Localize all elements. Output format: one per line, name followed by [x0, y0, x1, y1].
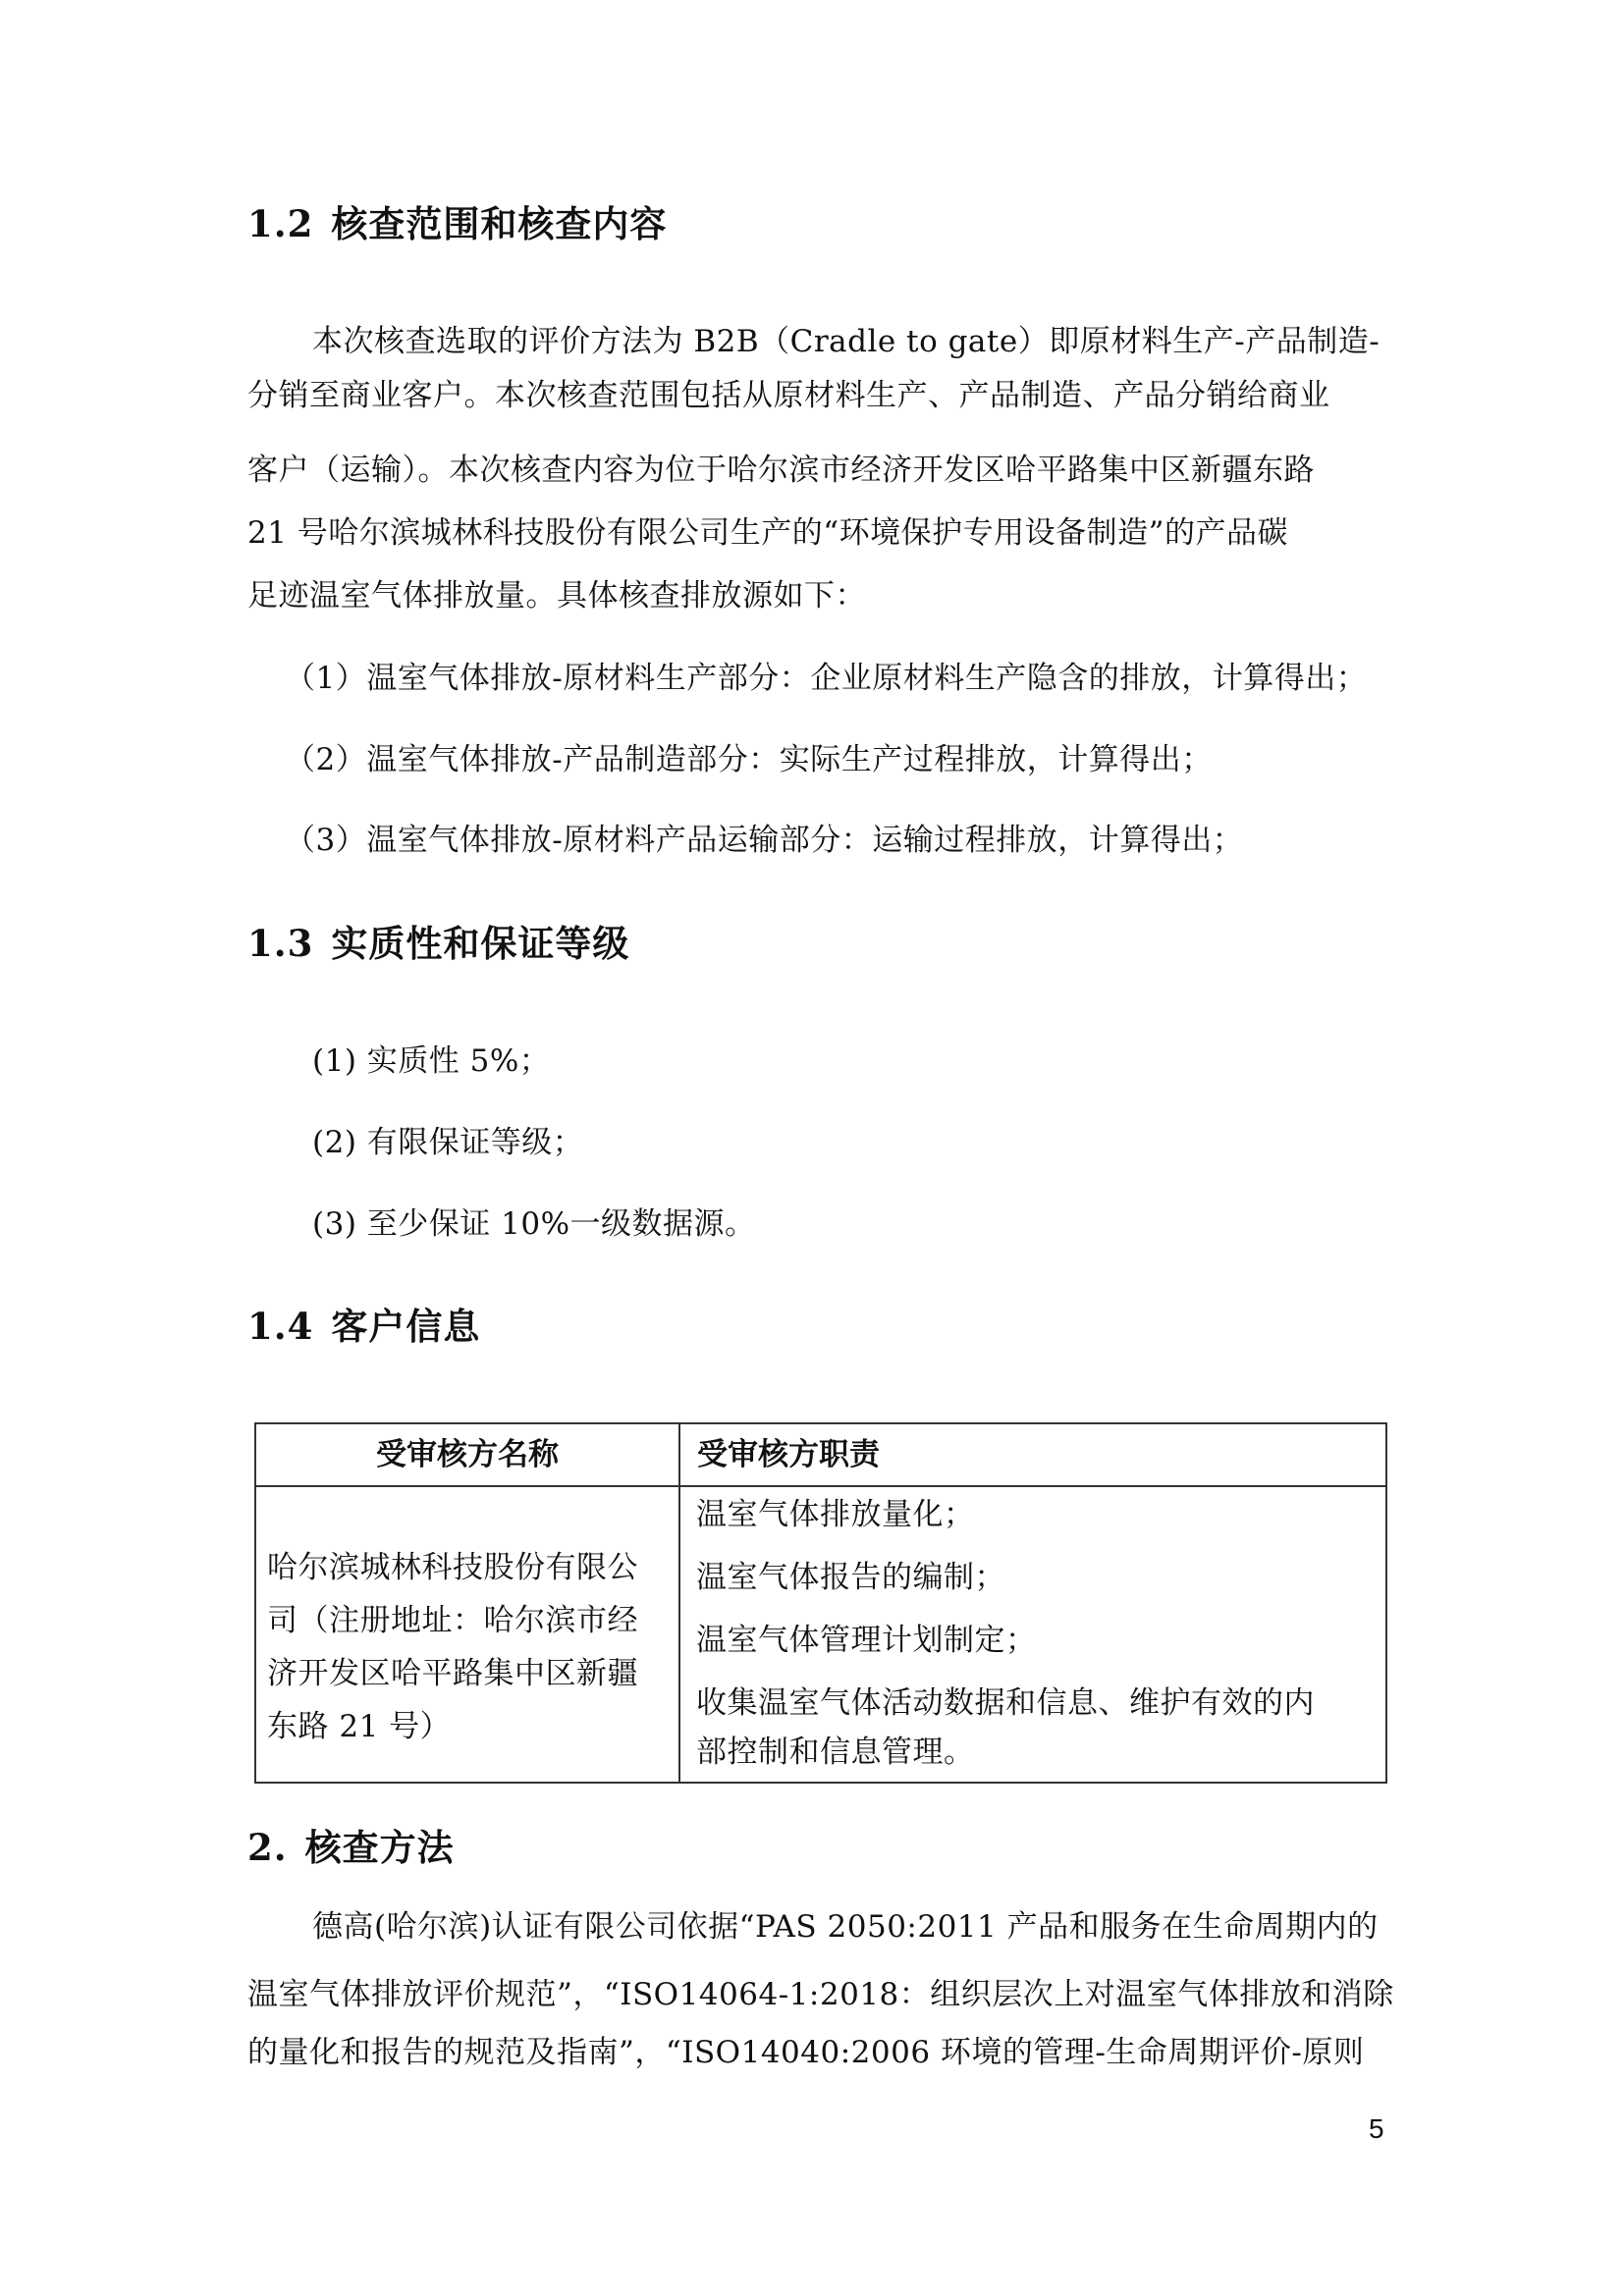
- header-auditee-name: 受审核方名称: [255, 1423, 679, 1486]
- paragraph-line: 足迹温室气体排放量。具体核查排放源如下：: [247, 578, 866, 614]
- cell-line: 部控制和信息管理。: [696, 1735, 975, 1770]
- paragraph-line: 温室气体排放评价规范”，“ISO14064-1:2018：组织层次上对温室气体排放和消除: [247, 1977, 1394, 2012]
- auditee-name-cell: [255, 1486, 679, 1783]
- auditee-duties-cell: [679, 1486, 1386, 1783]
- cell-line: 收集温室气体活动数据和信息、维护有效的内: [696, 1685, 1315, 1721]
- cell-line: 温室气体排放量化；: [696, 1497, 975, 1532]
- cell-line: 温室气体报告的编制；: [696, 1560, 1005, 1595]
- section-number: 1.3: [247, 922, 314, 965]
- cell-line: 哈尔滨城林科技股份有限公: [267, 1550, 638, 1585]
- paragraph-line: 分销至商业客户。本次核查范围包括从原材料生产、产品制造、产品分销给商业: [247, 378, 1330, 413]
- section-heading-2: [247, 1826, 455, 1869]
- cell-line: 济开发区哈平路集中区新疆: [267, 1656, 638, 1691]
- list-item: (3) 至少保证 10%一级数据源。: [312, 1206, 756, 1242]
- cell-line: 东路 21 号）: [267, 1709, 452, 1744]
- section-number: 1.2: [247, 202, 314, 245]
- section-title: 核查方法: [304, 1826, 455, 1869]
- list-item: (1) 实质性 5%；: [312, 1043, 551, 1079]
- client-info-table: [254, 1422, 1387, 1784]
- page-number: 5: [1369, 2113, 1384, 2144]
- cell-line: 司（注册地址：哈尔滨市经: [267, 1603, 638, 1638]
- list-item: （3）温室气体排放-原材料产品运输部分：运输过程排放，计算得出；: [285, 823, 1244, 858]
- table-row: [255, 1486, 1386, 1783]
- list-item: （2）温室气体排放-产品制造部分：实际生产过程排放，计算得出；: [285, 742, 1213, 777]
- section-title: 核查范围和核查内容: [331, 202, 668, 245]
- section-title: 客户信息: [331, 1305, 481, 1348]
- section-heading-1-4: [247, 1305, 481, 1348]
- paragraph-line: 本次核查选取的评价方法为 B2B（Cradle to gate）即原材料生产-产品制造-: [312, 324, 1380, 359]
- section-number: 2.: [247, 1826, 288, 1869]
- cell-line: 温室气体管理计划制定；: [696, 1623, 1037, 1658]
- header-auditee-duties: 受审核方职责: [679, 1423, 1386, 1486]
- table-header-row: [255, 1423, 1386, 1486]
- section-heading-1-3: [247, 922, 630, 965]
- section-title: 实质性和保证等级: [331, 922, 630, 965]
- section-number: 1.4: [247, 1305, 314, 1348]
- list-item: (2) 有限保证等级；: [312, 1125, 584, 1160]
- list-item: （1）温室气体排放-原材料生产部分：企业原材料生产隐含的排放，计算得出；: [285, 661, 1368, 696]
- paragraph-line: 的量化和报告的规范及指南”，“ISO14040:2006 环境的管理-生命周期评价-原则: [247, 2035, 1365, 2070]
- paragraph-line: 客户（运输）。本次核查内容为位于哈尔滨市经济开发区哈平路集中区新疆东路: [247, 453, 1315, 488]
- paragraph-line: 21 号哈尔滨城林科技股份有限公司生产的“环境保护专用设备制造”的产品碳: [247, 515, 1288, 551]
- paragraph-line: 德高(哈尔滨)认证有限公司依据“PAS 2050:2011 产品和服务在生命周期内的: [312, 1909, 1379, 1945]
- section-heading-1-2: [247, 202, 668, 245]
